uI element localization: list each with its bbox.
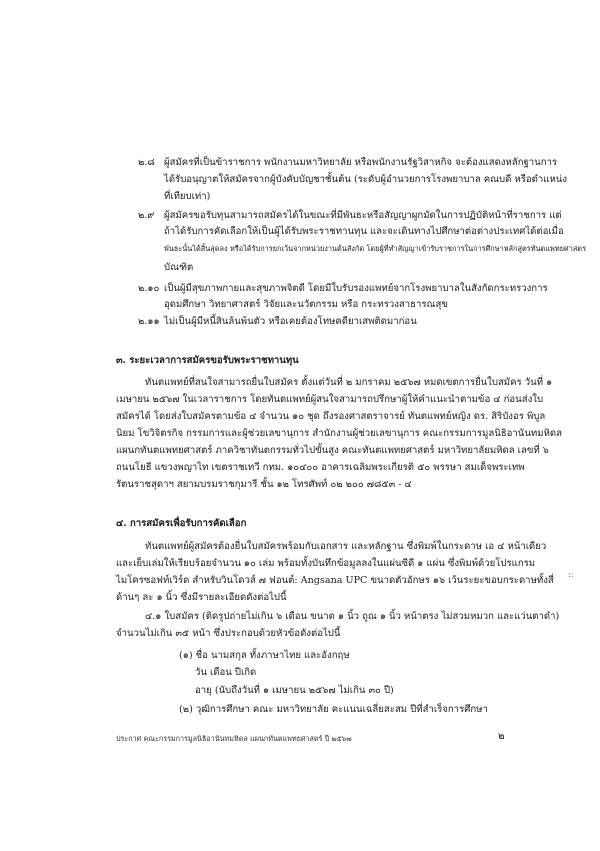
text-line: เป็นผู้มีสุขภาพกายและสุขภาพจิตดี โดยมีใบรับรองแพทย์จากโรงพยาบาลในสังกัดกระทรวงการ xyxy=(164,283,548,294)
page-number: ๒ xyxy=(498,731,505,742)
item-number: ๒.๙ xyxy=(138,210,155,221)
item-number: ๒.๑๑ xyxy=(138,316,160,327)
list-item: (๑) ชื่อ นามสกุล ทั้งภาษาไทย และอังกฤษ xyxy=(179,650,350,661)
text-line: ไม่เป็นผู้มีหนี้สินล้นพ้นตัว หรือเคยต้องโทษคดียาเสพติดมาก่อน xyxy=(164,316,417,327)
margin-mark: :: xyxy=(568,570,574,579)
text-line: บัณฑิต xyxy=(164,262,194,273)
footer-text: ประกาศ คณะกรรมการมูลนิธิอานันทมหิดล แผนกทันตแพทยศาสตร์ ปี ๒๕๖๗ xyxy=(116,734,352,743)
paragraph-line: รัตนราชสุดาฯ สยามบรมราชกุมารี ชั้น ๑๒ โทรศัพท์ ๐๒ ๒๐๐ ๗๘๕๓ - ๔ xyxy=(116,479,412,490)
text-line: ที่เทียบเท่า) xyxy=(164,191,211,202)
paragraph-line: และเย็บเล่มให้เรียบร้อยจำนวน ๑๐ เล่ม พร้อมทั้งบันทึกข้อมูลลงในแผ่นซีดี ๑ แผ่น ซึ่งพิมพ์ด้วยโปรแกรม xyxy=(116,558,536,569)
item-number: ๒.๑๐ xyxy=(138,283,160,294)
text-line: ผู้สมัครขอรับทุนสามารถสมัครได้ในขณะที่มีพันธะหรือสัญญาผูกมัดในการปฏิบัติหน้าที่ราชการ แต่ xyxy=(164,210,562,221)
text-line: พันธะนั้นได้สิ้นสุดลง หรือได้รับการยกเว้นจากหน่วยงานต้นสังกัด โดยผู้ที่ทำสัญญาเข้ารับราชการในการศึกษาหลักสูตรทันตแพทยศาสตร xyxy=(164,244,587,253)
text-line: ผู้สมัครที่เป็นข้าราชการ พนักงานมหาวิทยาลัย หรือพนักงานรัฐวิสาหกิจ จะต้องแสดงหลักฐานการ xyxy=(164,157,558,168)
paragraph-line: ไมโครซอฟท์เวิร์ด สำหรับวินโดวส์ ๗ ฟอนต์: Angsana UPC ขนาดตัวอักษร ๑๖ เว้นระยะขอบกระดาษทั้งสี่ xyxy=(116,575,554,586)
subsection-line: ๔.๑ ใบสมัคร (ติดรูปถ่ายไม่เกิน ๖ เดือน ขนาด ๑ นิ้ว ถูณ ๑ นิ้ว หน้าตรง ไม่สวมหมวก และแว่นตาดำ) xyxy=(145,611,560,622)
list-item: (๒) วุฒิการศึกษา คณะ มหาวิทยาลัย คะแนนเฉลี่ยสะสม ปีที่สำเร็จการศึกษา xyxy=(179,704,488,715)
paragraph-line: ถนนโยธี แขวงพญาไท เขตราชเทวี กทม. ๑๐๔๐๐ อาคารเฉลิมพระเกียรติ ๕๐ พรรษา สมเด็จพระเทพ xyxy=(116,462,525,473)
paragraph-line: แผนกทันตแพทยศาสตร์ ภาควิชาทันตกรรมทั่วไปขั้นสูง คณะทันตแพทยศาสตร์ มหาวิทยาลัยมหิดล เลขที่ ๖ xyxy=(116,445,549,456)
paragraph-line: นิยม โขวิจิตรกิจ กรรมการและผู้ช่วยเลขานุการ สำนักงานผู้ช่วยเลขานุการ คณะกรรมการมูลนิธิอานันทมหิดล xyxy=(116,428,563,439)
subsection-line: จำนวนไม่เกิน ๓๕ หน้า ซึ่งประกอบด้วยหัวข้อดังต่อไปนี้ xyxy=(116,628,341,639)
item-number: ๒.๘ xyxy=(138,157,155,168)
text-line: ถ้าได้รับการคัดเลือกให้เป็นผู้ได้รับพระราชทานทุน และจะเดินทางไปศึกษาต่อต่างประเทศได้ต่อเมื่อ xyxy=(164,226,564,237)
list-item: วัน เดือน ปีเกิด xyxy=(195,667,257,678)
text-line: อุดมศึกษา วิทยาศาสตร์ วิจัยและนวัตกรรม หรือ กระทรวงสาธารณสุข xyxy=(164,299,448,310)
paragraph-line: ทันตแพทย์ผู้สมัครต้องยื่นใบสมัครพร้อมกับเอกสาร และหลักฐาน ซึ่งพิมพ์ในกระดาษ เอ ๔ หน้าเดียว xyxy=(145,541,547,552)
paragraph-line: ทันตแพทย์ที่สนใจสามารถยื่นใบสมัคร ตั้งแต่วันที่ ๒ มกราคม ๒๕๖๗ หมดเขตการยื่นใบสมัคร วันที่ ๑ xyxy=(145,377,553,388)
section-heading: ๔. การสมัครเพื่อรับการคัดเลือก xyxy=(116,518,247,529)
paragraph-line: เมษายน ๒๕๖๗ ในเวลาราชการ โดยทันตแพทย์ผู้สนใจสามารถปรึกษาผู้ให้คำแนะนำตามข้อ ๔ ก่อนส่งใบ xyxy=(116,394,544,405)
paragraph-line: สมัครได้ โดยส่งใบสมัครตามข้อ ๔ จำนวน ๑๐ ชุด ถึงรองศาสตราจารย์ ทันตแพทย์หญิง ดร. สิริบังอร พิบูล xyxy=(116,411,546,422)
section-heading: ๓. ระยะเวลาการสมัครขอรับพระราชทานทุน xyxy=(116,355,299,366)
text-line: ได้รับอนุญาตให้สมัครจากผู้บังคับบัญชาชั้นต้น (ระดับผู้อำนวยการโรงพยาบาล คณบดี หรือตำแหน่ง xyxy=(164,174,568,185)
list-item: อายุ (นับถึงวันที่ ๑ เมษายน ๒๕๖๗ ไม่เกิน ๓๐ ปี) xyxy=(195,685,394,696)
paragraph-line: ด้านๆ ละ ๑ นิ้ว ซึ่งมีรายละเอียดดังต่อไปนี้ xyxy=(116,592,287,603)
